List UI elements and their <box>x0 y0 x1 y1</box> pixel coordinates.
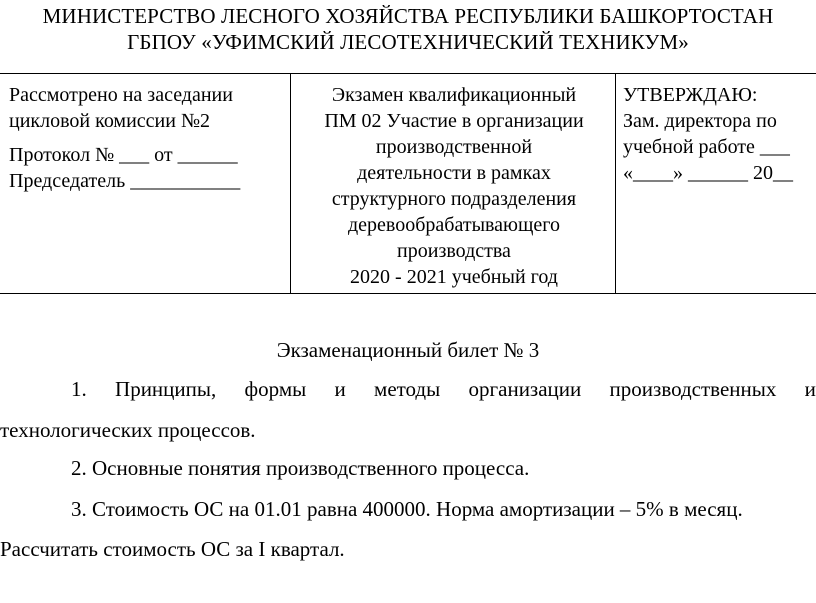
exam-info-cell <box>295 82 613 290</box>
approve-line-2: Зам. директора по <box>623 110 777 132</box>
ministry-header: МИНИСТЕРСТВО ЛЕСНОГО ХОЗЯЙСТВА РЕСПУБЛИКИ БАШКОРТОСТАН <box>42 4 774 28</box>
q1-word: и <box>804 377 816 401</box>
q1-word: производственных <box>609 377 777 401</box>
institution-header: ГБПОУ «УФИМСКИЙ ЛЕСОТЕХНИЧЕСКИЙ ТЕХНИКУМ» <box>127 30 689 54</box>
table-top-border <box>0 73 816 74</box>
exam-line: структурного подразделения <box>331 188 577 210</box>
chairman-line: Председатель ___________ <box>9 170 241 192</box>
ticket-title: Экзаменационный билет № 3 <box>276 338 540 362</box>
approve-label: УТВЕРЖДАЮ: <box>623 84 758 106</box>
commission-line-1: Рассмотрено на заседании <box>9 84 233 106</box>
exam-line: Экзамен квалификационный <box>331 84 577 106</box>
q1-word: Принципы, <box>115 377 217 401</box>
exam-line: ПМ 02 Участие в организации <box>324 110 584 132</box>
exam-line: производства <box>397 240 511 262</box>
question-2: 2. Основные понятия производственного процесса. <box>71 456 530 480</box>
approve-date-line: «____» ______ 20__ <box>623 162 793 184</box>
exam-line: деревообрабатывающего <box>348 214 560 236</box>
question-1-line-2: технологических процессов. <box>0 418 256 442</box>
approve-line-3: учебной работе ___ <box>623 136 790 158</box>
q1-word: организации <box>468 377 582 401</box>
q1-word: 1. <box>71 377 87 401</box>
commission-cell <box>9 82 289 194</box>
exam-line: деятельности в рамках <box>357 162 551 184</box>
question-1-line-1 <box>71 376 816 402</box>
table-divider-1 <box>290 73 291 294</box>
question-3-line-2: Рассчитать стоимость ОС за I квартал. <box>0 537 345 561</box>
exam-line: производственной <box>375 136 533 158</box>
q1-word: методы <box>374 377 441 401</box>
q1-word: и <box>334 377 346 401</box>
question-3-line-1: 3. Стоимость ОС на 01.01 равна 400000. Норма амортизации – 5% в месяц. <box>71 497 743 521</box>
protocol-line: Протокол № ___ от ______ <box>9 144 238 166</box>
approval-cell <box>623 82 816 186</box>
commission-line-2: цикловой комиссии №2 <box>9 110 211 132</box>
table-divider-2 <box>615 73 616 294</box>
q1-word: формы <box>244 377 307 401</box>
exam-year-line: 2020 - 2021 учебный год <box>350 266 558 288</box>
table-bottom-border <box>0 293 816 294</box>
